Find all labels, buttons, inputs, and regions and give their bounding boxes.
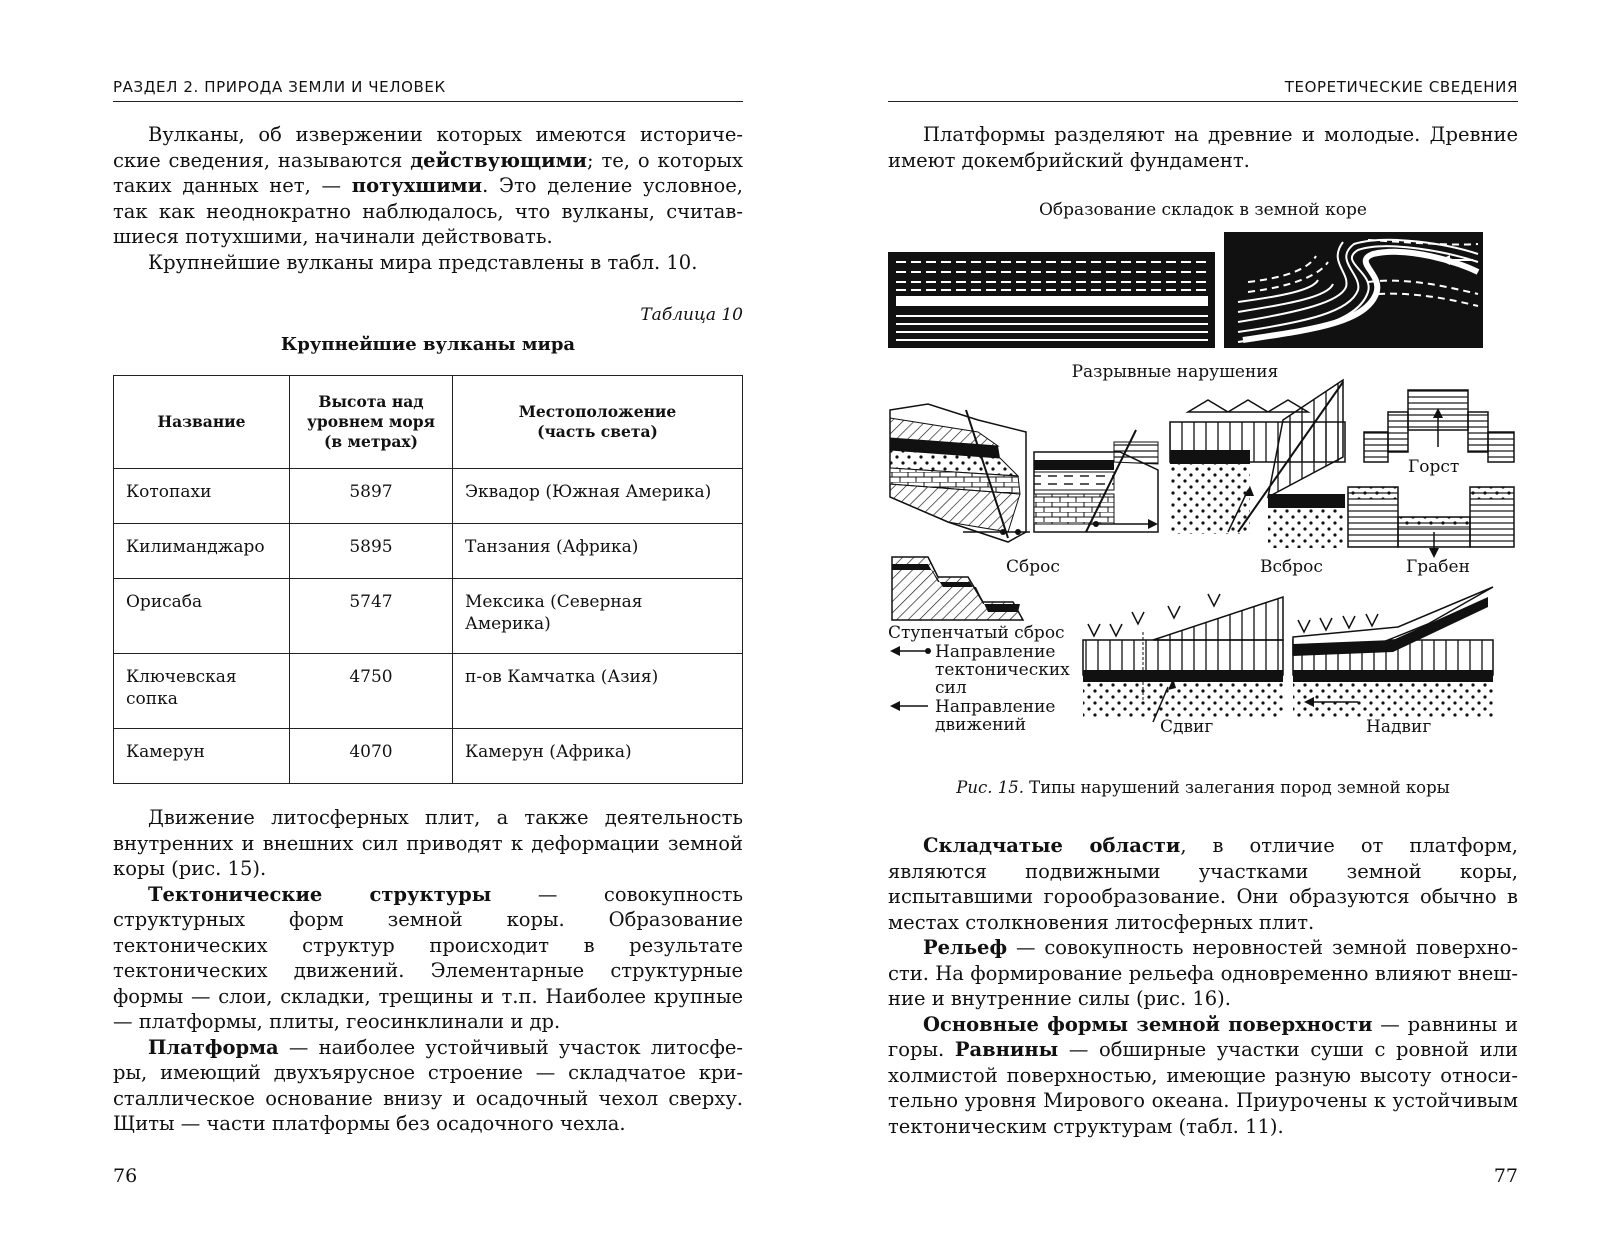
- sbros-diagram: [890, 404, 1030, 542]
- table-header-row: [114, 376, 743, 469]
- svg-text:Направление: Направление: [935, 697, 1056, 717]
- header-height: Высота над уровнем моря (в метрах): [290, 376, 453, 469]
- svg-text:Направление: Направление: [935, 642, 1056, 662]
- figure-15: [888, 232, 1518, 782]
- figure-caption: Рис. 15. Типы нарушений залегания пород земной коры: [956, 778, 1450, 797]
- fault-types-diagram: [888, 232, 1518, 782]
- left-body-text: [113, 805, 743, 1137]
- right-intro-text: [888, 122, 1518, 173]
- table-row: Килиманджаро 5895 Танзания (Африка): [114, 524, 743, 579]
- table-row: Ключевская сопка 4750 п-ов Камчатка (Азия): [114, 654, 743, 729]
- page-number-left: 76: [113, 1165, 138, 1187]
- label-step-sbros: Ступенчатый сброс: [888, 623, 1065, 643]
- sdvig-diagram: [1083, 592, 1283, 722]
- paragraph-deformation: Движение литосферных плит, а также деятельность внутренних и внешних сил приводят к деформации земной коры (рис. 15).: [113, 806, 743, 880]
- page-number-right: 77: [1493, 1165, 1518, 1187]
- left-page: [113, 0, 743, 1258]
- right-body-text: [888, 833, 1518, 1139]
- legend-forces: [890, 642, 1070, 698]
- breaks-title: Разрывные нарушения: [1071, 362, 1279, 382]
- svg-text:сил: сил: [935, 678, 967, 698]
- svg-text:движений: движений: [935, 715, 1027, 735]
- running-head-left: РАЗДЕЛ 2. ПРИРОДА ЗЕМЛИ И ЧЕЛОВЕК: [113, 78, 743, 102]
- paragraph-volcano-types: Вулканы, об извержении которых имеются исторические сведения, называются действующими; те, о которых таких данных нет, — потухшими. Это деление условное, так как неоднократно наблюдалось, что вулканы, считавшиеся потухшими, начинали действовать.: [113, 123, 743, 248]
- header-location: Местоположение (часть света): [453, 376, 743, 469]
- paragraph-fold-regions: Складчатые области, в отличие от платформ, являются подвижными участками земной коры, испытавшими горообразование. Они образуются обычно в местах столкновения литосферных плит.: [888, 834, 1518, 934]
- paragraph-tectonic-structures: Тектонические структуры — совокупность структурных форм земной коры. Образование тектонических структур происходит в результате тектонических движений. Элементарные структурные формы — слои, складки, трещины и т.п. Наиболее крупные — платформы, плиты, геосинклинали и др.: [113, 882, 744, 1033]
- header-name: Название: [114, 376, 290, 469]
- paragraph-table-ref: Крупнейшие вулканы мира представлены в табл. 10.: [148, 250, 698, 274]
- volcanoes-table: [113, 375, 743, 784]
- table-row: Котопахи 5897 Эквадор (Южная Америка): [114, 469, 743, 524]
- label-gorst: Горст: [1408, 457, 1460, 477]
- label-vsbros: Всброс: [1260, 557, 1323, 577]
- legend-movements: [890, 697, 1055, 735]
- nadvig-diagram: [1293, 587, 1493, 717]
- svg-text:тектонических: тектонических: [935, 660, 1070, 680]
- table-number: Таблица 10: [640, 305, 743, 325]
- label-sbros: Сброс: [1006, 557, 1060, 577]
- paragraph-relief: Рельеф — совокупность неровностей земной поверхности. На формирование рельефа одновременно влияют внешние и внутренние силы (рис. 16).: [888, 936, 1518, 1010]
- left-intro-text: [113, 122, 743, 275]
- sbros-right-block: [1034, 430, 1158, 532]
- step-fault-diagram: [892, 557, 1023, 620]
- table-title: Крупнейшие вулканы мира: [280, 334, 576, 355]
- table-row: Камерун 4070 Камерун (Африка): [114, 729, 743, 784]
- right-page: [888, 0, 1518, 1258]
- graben-diagram: [1348, 487, 1514, 558]
- label-nadvig: Надвиг: [1366, 717, 1432, 737]
- horizontal-layers-panel: [888, 252, 1215, 348]
- figure-title: Образование складок в земной коре: [1039, 200, 1367, 220]
- running-head-right: ТЕОРЕТИЧЕСКИЕ СВЕДЕНИЯ: [888, 78, 1518, 102]
- folded-layers-panel: [1224, 232, 1483, 348]
- paragraph-surface-forms: Основные формы земной поверхности — равнины и горы. Равнины — обширные участки суши с ровной или холмистой поверхностью, имеющие разную высоту относительно уровня Мирового океана. Приурочены к устойчивым тектоническим структурам (табл. 11).: [888, 1012, 1518, 1138]
- label-graben: Грабен: [1406, 557, 1470, 577]
- paragraph-platform: Платформа — наиболее устойчивый участок литосферы, имеющий двухъярусное строение — складчатое кристаллическое основание внизу и осадочный чехол сверху. Щиты — части платформы без осадочного чехла.: [113, 1035, 743, 1135]
- vsbros-diagram: [1170, 380, 1345, 548]
- gorst-diagram: [1364, 390, 1514, 462]
- paragraph-platform-types: Платформы разделяют на древние и молодые. Древние имеют докембрийский фундамент.: [888, 123, 1518, 172]
- table-row: Орисаба 5747 Мексика (Северная Америка): [114, 579, 743, 654]
- label-sdvig: Сдвиг: [1160, 717, 1214, 737]
